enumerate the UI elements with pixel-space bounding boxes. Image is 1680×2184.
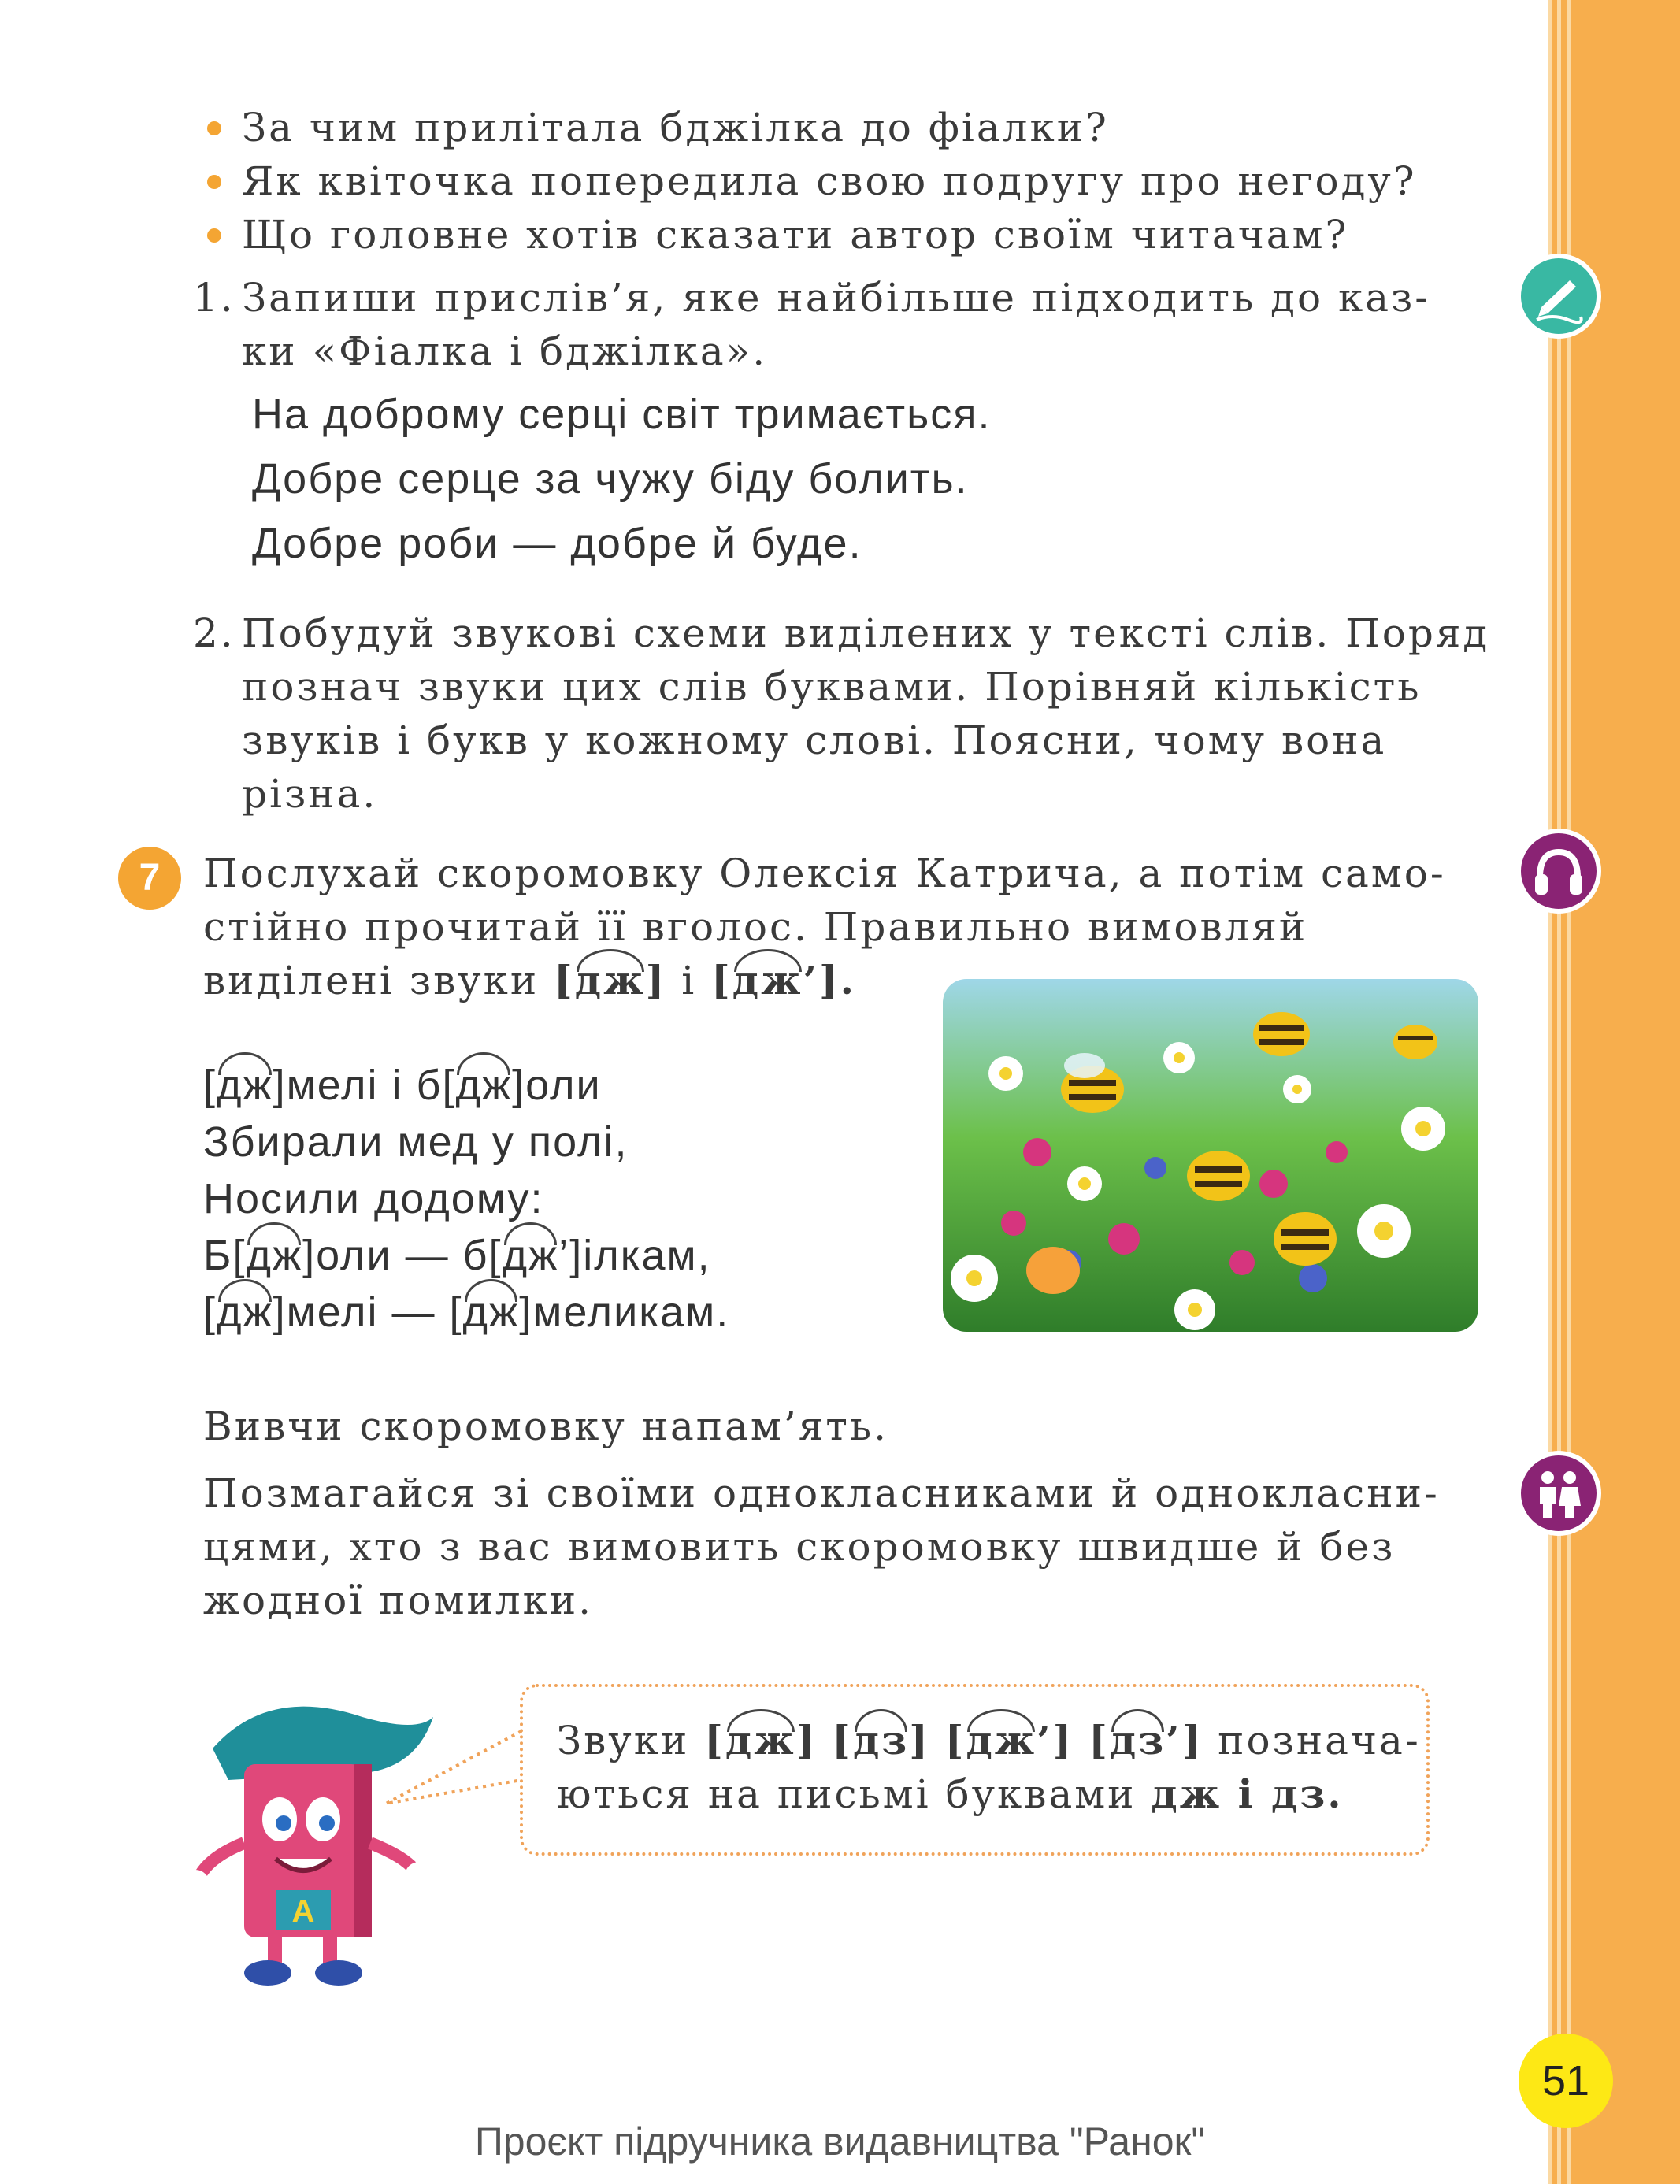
task7-line3: виділені звуки [дж] і [дж’]. xyxy=(203,954,856,1007)
task1-number: 1. xyxy=(193,275,235,321)
task7-line1: Послухай скоромовку Олексія Катрича, а потім само- xyxy=(203,851,1446,896)
sound-dzh: дж xyxy=(575,954,646,1007)
task7-number-badge: 7 xyxy=(118,847,181,910)
compete-line2: цями, хто з вас вимовить скоромовку швидше й без xyxy=(203,1524,1396,1570)
bullet-icon xyxy=(207,175,221,189)
poem-line-5: [дж]мелі — [дж]меликам. xyxy=(203,1284,729,1340)
task1-line1: Запиши прислів’я, яке найбільше підходить до каз- xyxy=(242,275,1431,321)
task2-line1: Побудуй звукові схеми виділених у тексті слів. Поряд xyxy=(242,610,1490,656)
task2-number: 2. xyxy=(193,610,235,656)
pair-work-icon xyxy=(1516,1451,1601,1536)
task1-line2: ки «Фіалка і бджілка». xyxy=(242,328,768,374)
proverb-2: Добре серце за чужу біду болить. xyxy=(252,455,969,502)
question-3: Що головне хотів сказати автор своїм читачам? xyxy=(242,208,1348,261)
note-line1: Звуки [дж] [дз] [дж’] [дз’] познача- xyxy=(557,1714,1421,1767)
task2-line2: познач звуки цих слів буквами. Порівняй кількість xyxy=(242,664,1422,710)
proverb-1: На доброму серці світ тримається. xyxy=(252,391,992,438)
question-2: Як квіточка попередила свою подругу про негоду? xyxy=(242,154,1417,208)
compete-line1: Позмагайся зі своїми однокласниками й однокласни- xyxy=(203,1470,1440,1516)
question-1: За чим прилітала бджілка до фіалки? xyxy=(242,101,1109,154)
task2-line4: різна. xyxy=(242,771,378,817)
task7-line2: стійно прочитай її вголос. Правильно вимовляй xyxy=(203,904,1308,950)
headphones-icon xyxy=(1516,829,1601,914)
proverb-3: Добре роби — добре й буде. xyxy=(252,520,862,567)
compete-line3: жодної помилки. xyxy=(203,1578,594,1623)
sound-dzh-soft: дж xyxy=(732,954,803,1007)
book-letter: А xyxy=(291,1894,315,1929)
page-number: 51 xyxy=(1519,2034,1613,2128)
bees-illustration xyxy=(943,979,1478,1332)
writing-icon xyxy=(1516,254,1601,339)
poem-line-3: Носили додому: xyxy=(203,1175,544,1222)
bullet-icon xyxy=(207,228,221,243)
bullet-icon xyxy=(207,121,221,135)
task2-line3: звуків і букв у кожному слові. Поясни, чому вона xyxy=(242,717,1387,763)
footer-text: Проєкт підручника видавництва "Ранок" xyxy=(474,2119,1206,2164)
learn-instruction: Вивчи скоромовку напам’ять. xyxy=(203,1403,889,1449)
speech-bubble-tail xyxy=(378,1725,528,1811)
poem-line-4: Б[дж]оли — б[дж’]ілкам, xyxy=(203,1227,711,1284)
poem-line-1: [дж]мелі і б[дж]оли xyxy=(203,1057,602,1114)
poem-line-2: Збирали мед у полі, xyxy=(203,1118,629,1166)
note-line2: ються на письмі буквами дж і дз. xyxy=(557,1771,1344,1817)
